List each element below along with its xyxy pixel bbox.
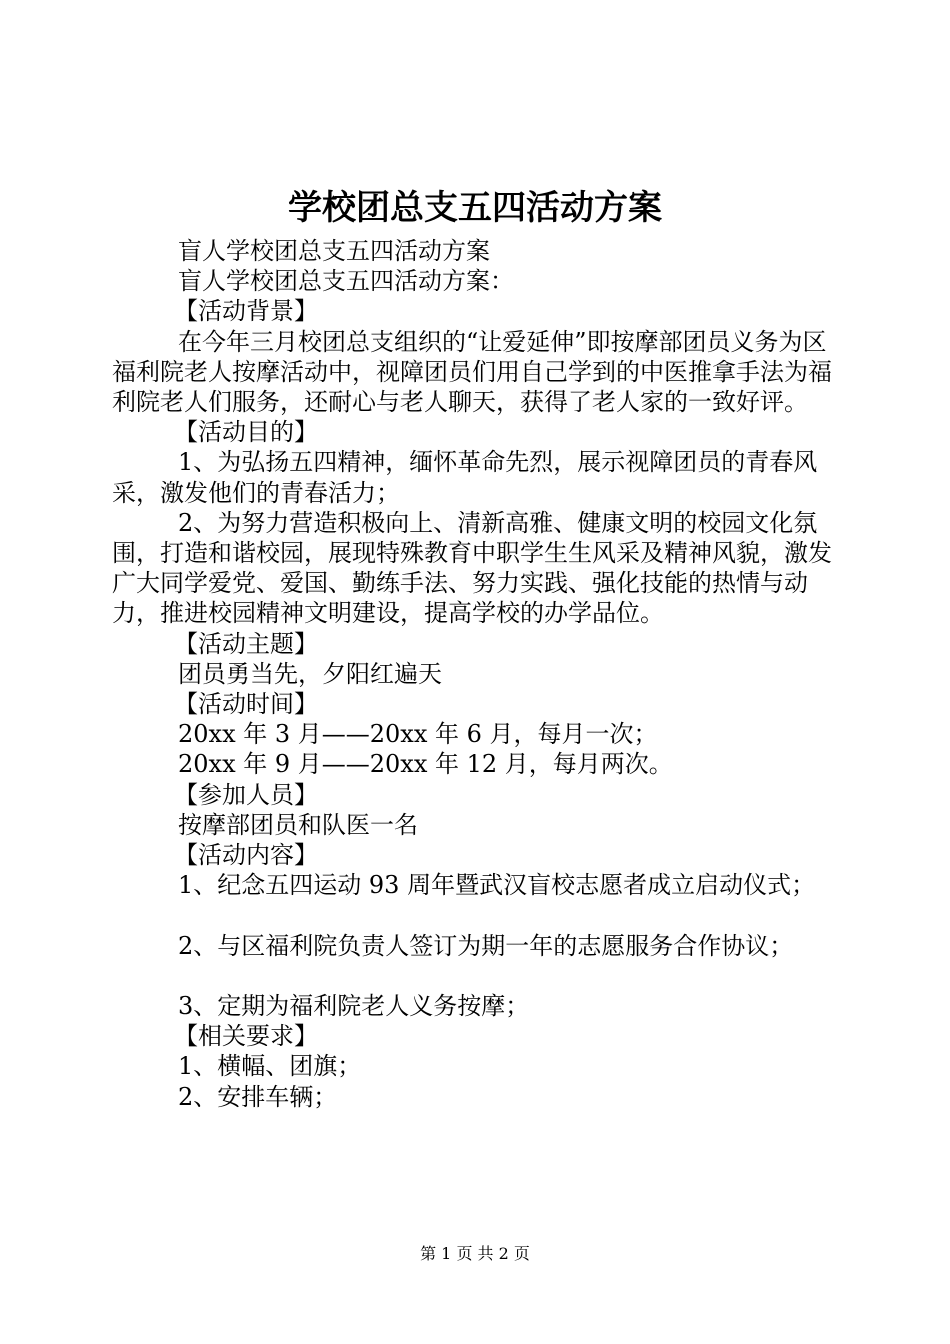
section-heading-goal: 【活动目的】 — [174, 418, 318, 447]
requirement-item: 2、安排车辆； — [178, 1082, 338, 1111]
blank-line — [112, 900, 840, 930]
goal-item: 1、为弘扬五四精神，缅怀革命先烈，展示视障团员的青春风采，激发他们的青春活力； — [112, 448, 818, 507]
goal-item: 2、为努力营造积极向上、清新高雅、健康文明的校园文化氛围，打造和谐校园，展现特殊教育中职学生生风采及精神风貌，激发广大同学爱党、爱国、勤练手法、努力实践、强化技能的热情与动力，推进校园精神文明建设，提高学校的办学品位。 — [112, 508, 832, 628]
section-heading-requirements: 【相关要求】 — [174, 1022, 318, 1051]
theme-text: 团员勇当先，夕阳红遍天 — [178, 659, 442, 688]
time-item: 20xx 年 9 月——20xx 年 12 月，每月两次。 — [178, 750, 673, 779]
subtitle-line: 盲人学校团总支五四活动方案 — [178, 237, 490, 265]
content-item: 2、与区福利院负责人签订为期一年的志愿服务合作协议； — [178, 931, 794, 960]
blank-line — [112, 961, 840, 991]
time-item: 20xx 年 3 月——20xx 年 6 月，每月一次； — [178, 720, 658, 749]
background-paragraph: 在今年三月校团总支组织的“让爱延伸”即按摩部团员义务为区福利院老人按摩活动中，视障团员们用自己学到的中医推拿手法为福利院老人们服务，还耐心与老人聊天，获得了老人家的一致好评。 — [112, 327, 832, 417]
section-heading-time: 【活动时间】 — [174, 690, 318, 719]
section-heading-people: 【参加人员】 — [174, 780, 318, 809]
subtitle-line: 盲人学校团总支五四活动方案： — [178, 267, 514, 296]
section-heading-background: 【活动背景】 — [174, 297, 318, 326]
people-text: 按摩部团员和队医一名 — [178, 810, 418, 839]
content-item: 1、纪念五四运动 93 周年暨武汉盲校志愿者成立启动仪式； — [178, 871, 816, 900]
document-title: 学校团总支五四活动方案 — [288, 188, 662, 228]
section-heading-content: 【活动内容】 — [174, 841, 318, 870]
document-body — [112, 236, 840, 1112]
content-item: 3、定期为福利院老人义务按摩； — [178, 992, 530, 1021]
page-footer: 第 1 页 共 2 页 — [420, 1244, 530, 1263]
requirement-item: 1、横幅、团旗； — [178, 1052, 362, 1081]
section-heading-theme: 【活动主题】 — [174, 629, 318, 658]
